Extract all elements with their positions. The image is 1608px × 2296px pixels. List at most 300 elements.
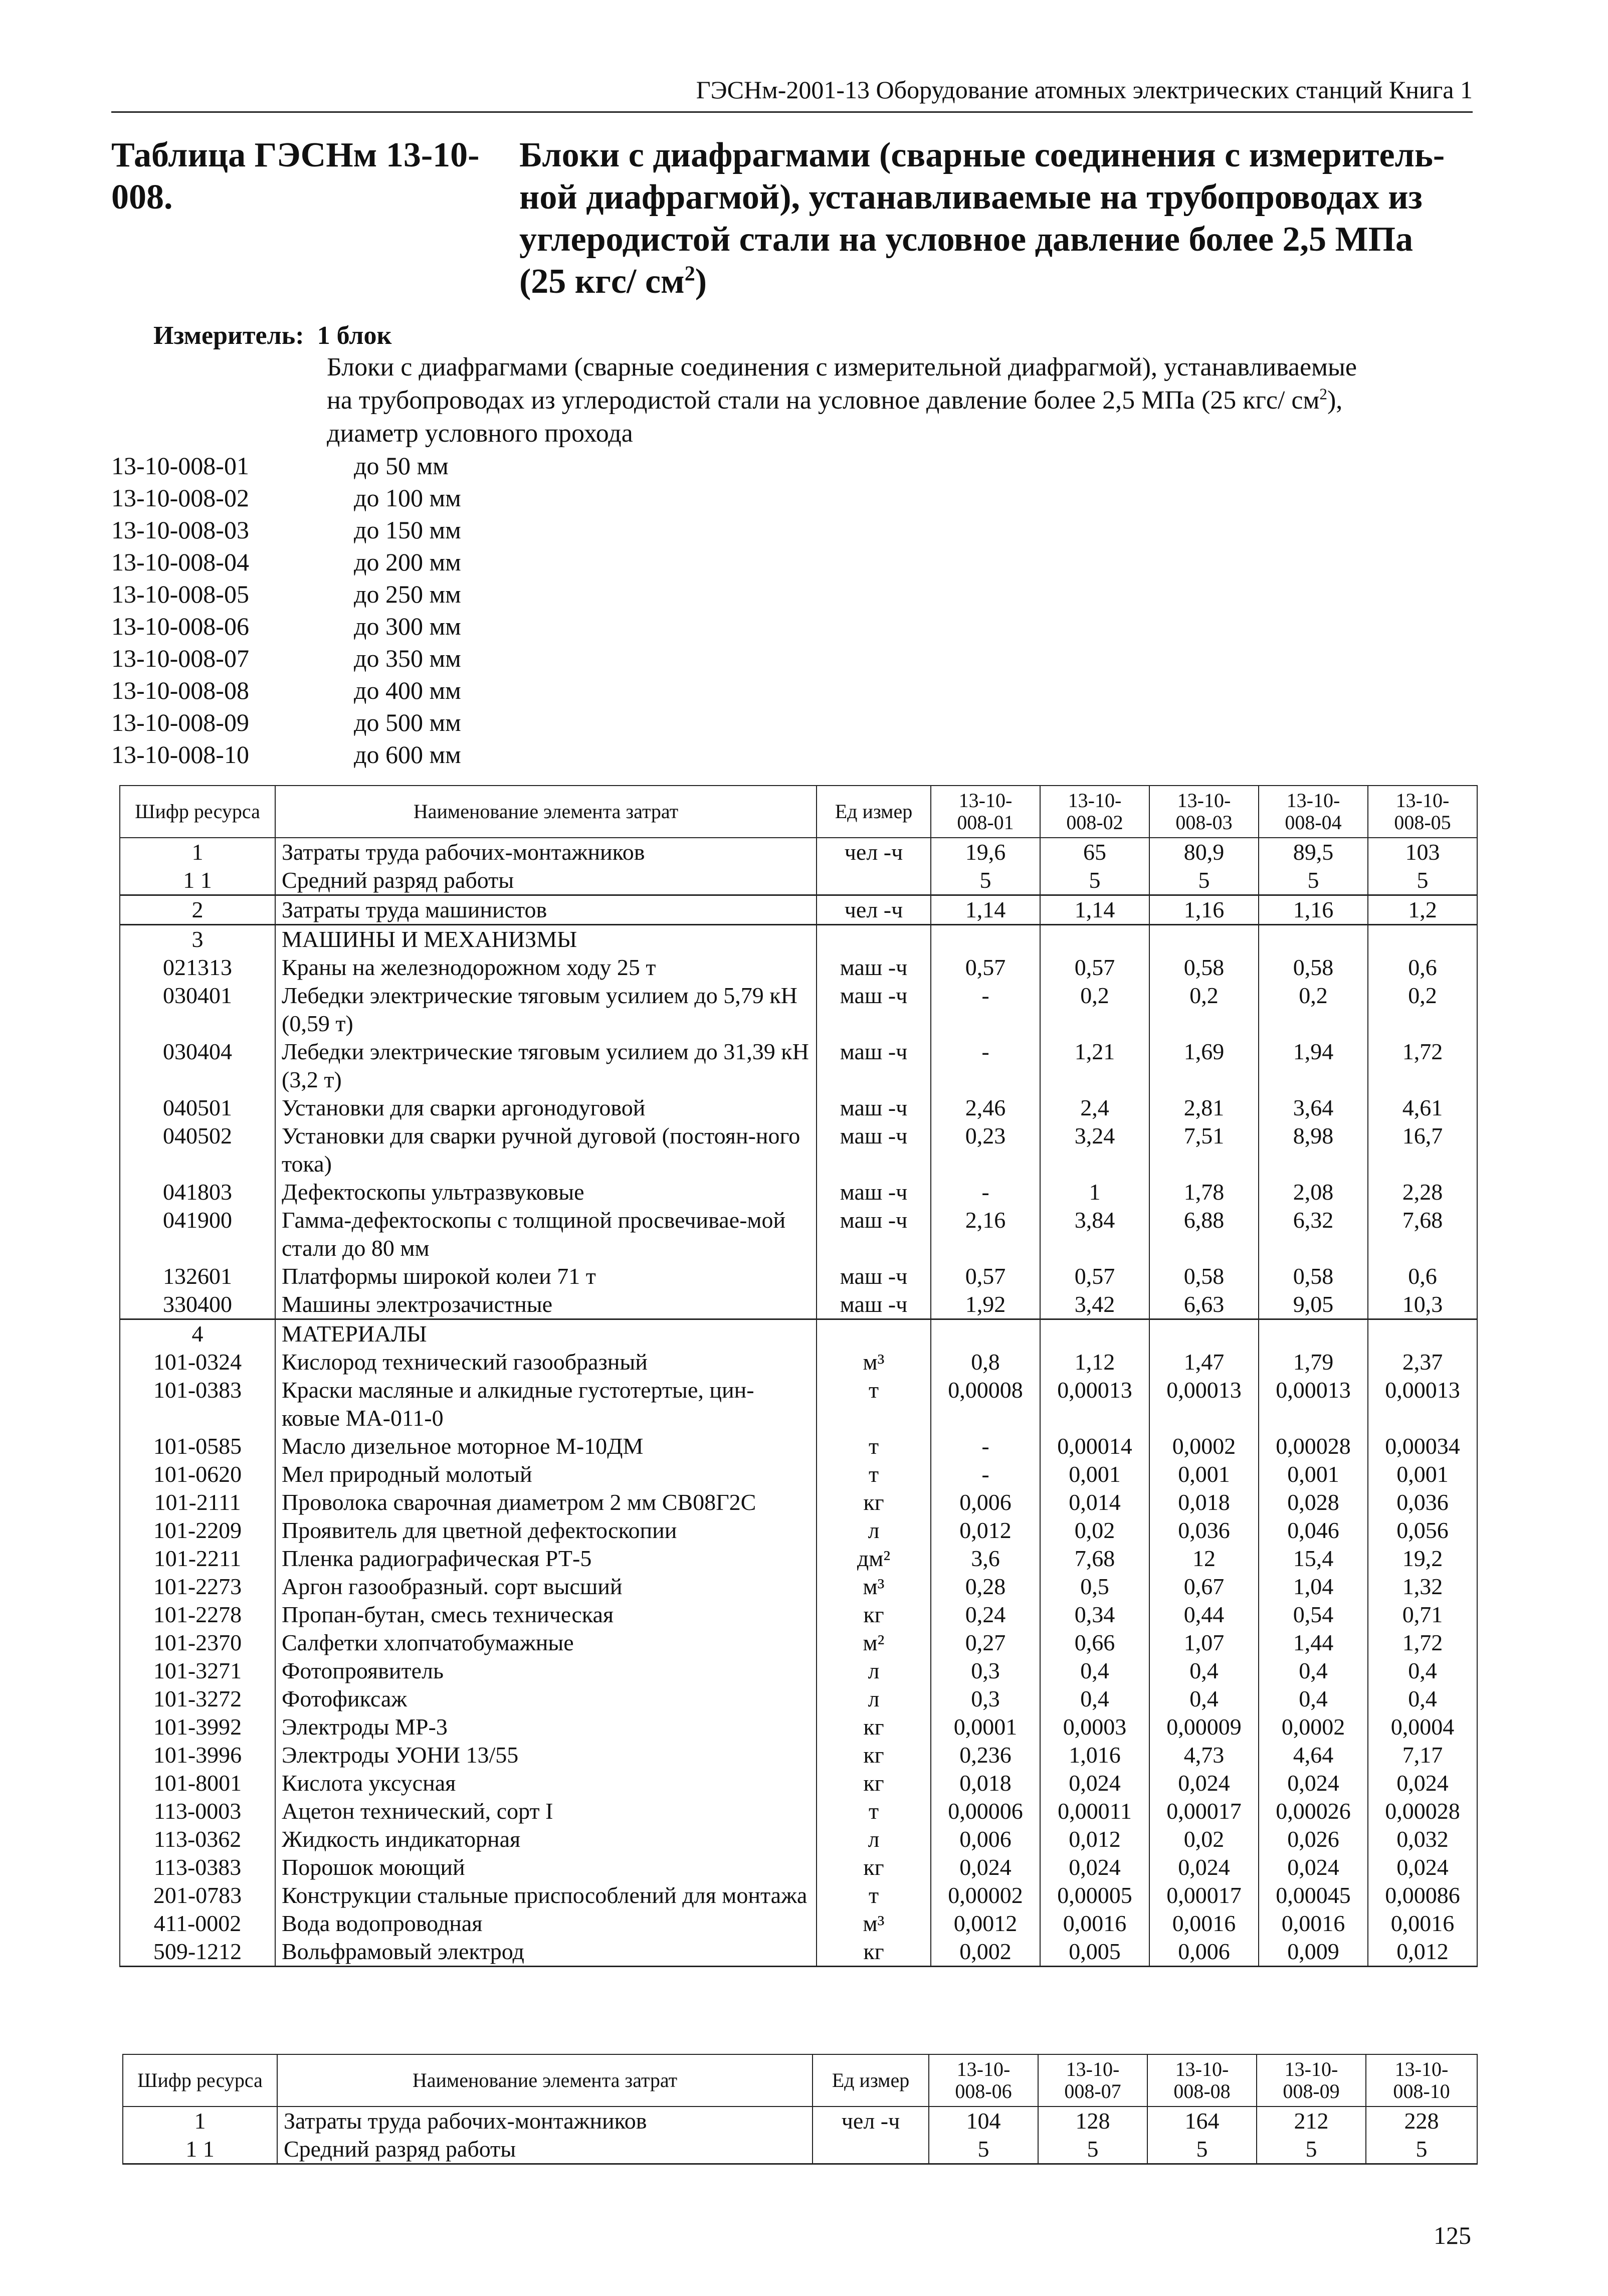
unit-cell: чел -ч (817, 895, 931, 925)
header-variant-column (1368, 786, 1477, 838)
cost-item-name: Масло дизельное моторное М-10ДМ (275, 1432, 817, 1460)
cost-item-name: Жидкость индикаторная (275, 1825, 817, 1853)
value-cell: 0,58 (1259, 1262, 1368, 1290)
cost-item-name: Дефектоскопы ультразвуковые (275, 1178, 817, 1206)
unit-cell (813, 2135, 929, 2164)
unit-cell: м³ (817, 1348, 931, 1376)
variant-code: 13-10-008-03 (111, 516, 249, 544)
cost-item-name: Затраты труда рабочих-монтажников (275, 838, 817, 866)
table-row (120, 1881, 1477, 1909)
column-code-bottom: 008-04 (1285, 811, 1342, 834)
value-cell: 164 (1147, 2107, 1257, 2135)
unit-cell: т (817, 1432, 931, 1460)
resource-code: 101-3271 (120, 1657, 275, 1685)
value-cell: 0,012 (1368, 1938, 1477, 1967)
norms-table-1 (119, 785, 1478, 1967)
description-text: на трубопроводах из углеродистой стали на условное давление более 2,5 МПа (25 кгс/ см (327, 386, 1320, 415)
resource-code: 4 (120, 1319, 275, 1349)
resource-code: 113-0003 (120, 1797, 275, 1825)
variant-label: до 250 мм (354, 580, 461, 608)
value-cell: 1,69 (1149, 1038, 1259, 1094)
value-cell: 0,032 (1368, 1825, 1477, 1853)
header-variant-column (1040, 786, 1149, 838)
resource-code: 040502 (120, 1122, 275, 1178)
unit-cell: маш -ч (817, 982, 931, 1038)
description-line (327, 384, 1475, 417)
value-cell: 2,46 (931, 1094, 1040, 1122)
table-row (120, 1769, 1477, 1797)
value-cell: 0,012 (1040, 1825, 1149, 1853)
column-code-top: 13-10- (958, 789, 1013, 812)
value-cell: - (931, 1460, 1040, 1488)
table-row (120, 1516, 1477, 1545)
value-cell: 0,0012 (931, 1909, 1040, 1938)
value-cell: 0,00013 (1149, 1376, 1259, 1432)
value-cell: 3,42 (1040, 1290, 1149, 1319)
column-code-top: 13-10- (1177, 789, 1231, 812)
value-cell: 0,046 (1259, 1516, 1368, 1545)
cost-item-name: Средний разряд работы (275, 866, 817, 895)
value-cell: 0,00013 (1368, 1376, 1477, 1432)
variant-label: до 100 мм (354, 484, 461, 512)
variant-label: до 50 мм (354, 452, 449, 480)
value-cell: 5 (1259, 866, 1368, 895)
column-code-bottom: 008-05 (1394, 811, 1451, 834)
cost-item-name: Платформы широкой колеи 71 т (275, 1262, 817, 1290)
unit-cell: л (817, 1657, 931, 1685)
variant-label: до 500 мм (354, 708, 461, 736)
value-cell: 2,4 (1040, 1094, 1149, 1122)
table-row (120, 1094, 1477, 1122)
table-row (123, 2107, 1477, 2135)
table-row (120, 1038, 1477, 1094)
value-cell: 1,21 (1040, 1038, 1149, 1094)
value-cell: 0,0016 (1149, 1909, 1259, 1938)
column-code-top: 13-10- (1068, 789, 1122, 812)
value-cell: 0,4 (1259, 1685, 1368, 1713)
value-cell: 0,4 (1368, 1657, 1477, 1685)
value-cell: 0,28 (931, 1573, 1040, 1601)
resource-code: 201-0783 (120, 1881, 275, 1909)
value-cell: 0,024 (1040, 1769, 1149, 1797)
cost-item-name: Пропан-бутан, смесь техническая (275, 1601, 817, 1629)
empty-cell (1040, 925, 1149, 954)
value-cell: 1,47 (1149, 1348, 1259, 1376)
empty-cell (1040, 1319, 1149, 1349)
unit-cell: т (817, 1460, 931, 1488)
variant-label: до 200 мм (354, 548, 461, 576)
resource-code: 3 (120, 925, 275, 954)
section-title: МАТЕРИАЛЫ (275, 1319, 817, 1349)
header-variant-column (1257, 2054, 1366, 2107)
column-code-bottom: 008-01 (957, 811, 1014, 834)
value-cell: 0,02 (1040, 1516, 1149, 1545)
unit-cell: л (817, 1685, 931, 1713)
variant-code: 13-10-008-04 (111, 548, 249, 576)
variant-row (111, 546, 461, 578)
variant-label: до 350 мм (354, 644, 461, 672)
resource-code: 101-2209 (120, 1516, 275, 1545)
cost-item-name: Проявитель для цветной дефектоскопии (275, 1516, 817, 1545)
resource-code: 101-8001 (120, 1769, 275, 1797)
value-cell: 0,001 (1259, 1460, 1368, 1488)
variant-code: 13-10-008-08 (111, 676, 249, 704)
table-title-text (519, 134, 1462, 303)
table-row (120, 1909, 1477, 1938)
value-cell: - (931, 1038, 1040, 1094)
column-code-top: 13-10- (1284, 2058, 1338, 2080)
value-cell: 0,00013 (1259, 1376, 1368, 1432)
value-cell: 0,4 (1368, 1685, 1477, 1713)
variant-row (111, 642, 461, 674)
value-cell: 3,6 (931, 1545, 1040, 1573)
meter-label: Измеритель: (153, 321, 304, 350)
table-row (120, 1938, 1477, 1967)
value-cell: 6,63 (1149, 1290, 1259, 1319)
cost-item-name: Кислота уксусная (275, 1769, 817, 1797)
title-line: углеродистой стали на условное давление более 2,5 МПа (519, 220, 1414, 259)
value-cell: 0,23 (931, 1122, 1040, 1178)
resource-code: 101-2211 (120, 1545, 275, 1573)
header-unit: Ед измер (813, 2054, 929, 2107)
value-cell: 7,51 (1149, 1122, 1259, 1178)
table-row (120, 1573, 1477, 1601)
value-cell: 0,00028 (1368, 1797, 1477, 1825)
value-cell: 0,024 (1040, 1853, 1149, 1881)
resource-code: 030404 (120, 1038, 275, 1094)
variant-list (111, 450, 461, 771)
value-cell: 0,57 (931, 1262, 1040, 1290)
resource-code: 411-0002 (120, 1909, 275, 1938)
unit-cell: маш -ч (817, 1206, 931, 1262)
unit-cell: дм² (817, 1545, 931, 1573)
table-row (120, 1685, 1477, 1713)
column-code-bottom: 008-08 (1173, 2080, 1231, 2102)
resource-code: 113-0383 (120, 1853, 275, 1881)
resource-code: 2 (120, 895, 275, 925)
unit-cell: маш -ч (817, 1262, 931, 1290)
empty-cell (817, 925, 931, 954)
value-cell: 0,024 (931, 1853, 1040, 1881)
variant-row (111, 674, 461, 706)
resource-code: 330400 (120, 1290, 275, 1319)
table-row (120, 1629, 1477, 1657)
value-cell: 0,024 (1368, 1853, 1477, 1881)
cost-item-name: Установки для сварки аргонодуговой (275, 1094, 817, 1122)
unit-cell: кг (817, 1713, 931, 1741)
cost-item-name: Электроды УОНИ 13/55 (275, 1741, 817, 1769)
cost-item-name: Затраты труда рабочих-монтажников (277, 2107, 813, 2135)
value-cell: 0,024 (1368, 1769, 1477, 1797)
value-cell: 0,58 (1149, 953, 1259, 982)
variant-code: 13-10-008-05 (111, 580, 249, 608)
value-cell: 65 (1040, 838, 1149, 866)
value-cell: 1,32 (1368, 1573, 1477, 1601)
resource-code: 040501 (120, 1094, 275, 1122)
value-cell: 0,024 (1259, 1769, 1368, 1797)
value-cell: 0,67 (1149, 1573, 1259, 1601)
norms-table-2 (122, 2054, 1478, 2165)
empty-cell (931, 925, 1040, 954)
resource-code: 030401 (120, 982, 275, 1038)
value-cell: 0,57 (1040, 953, 1149, 982)
value-cell: 103 (1368, 838, 1477, 866)
value-cell: 3,24 (1040, 1122, 1149, 1178)
title-line-text: ) (695, 262, 707, 301)
header-variant-column (1366, 2054, 1477, 2107)
variant-row (111, 738, 461, 771)
header-name: Наименование элемента затрат (277, 2054, 813, 2107)
value-cell: 212 (1257, 2107, 1366, 2135)
variant-label: до 400 мм (354, 676, 461, 704)
value-cell: 1,14 (931, 895, 1040, 925)
value-cell: - (931, 1178, 1040, 1206)
variant-row (111, 450, 461, 482)
unit-cell: л (817, 1825, 931, 1853)
value-cell: 0,2 (1040, 982, 1149, 1038)
unit-cell: маш -ч (817, 1038, 931, 1094)
resource-code: 101-2111 (120, 1488, 275, 1516)
value-cell: 0,018 (931, 1769, 1040, 1797)
value-cell: 0,00011 (1040, 1797, 1149, 1825)
header-variant-column (931, 786, 1040, 838)
cost-item-name: Кислород технический газообразный (275, 1348, 817, 1376)
unit-cell: кг (817, 1769, 931, 1797)
table-row (120, 1488, 1477, 1516)
value-cell: 0,34 (1040, 1601, 1149, 1629)
value-cell: 0,58 (1259, 953, 1368, 982)
header-name: Наименование элемента затрат (275, 786, 817, 838)
variant-row (111, 706, 461, 738)
value-cell: 2,08 (1259, 1178, 1368, 1206)
value-cell: 0,71 (1368, 1601, 1477, 1629)
value-cell: 3,64 (1259, 1094, 1368, 1122)
value-cell: 16,7 (1368, 1122, 1477, 1178)
value-cell: 0,024 (1259, 1853, 1368, 1881)
empty-cell (1368, 925, 1477, 954)
empty-cell (1149, 925, 1259, 954)
value-cell: 0,001 (1040, 1460, 1149, 1488)
value-cell: 228 (1366, 2107, 1477, 2135)
value-cell: 5 (1038, 2135, 1147, 2164)
title-line: ной диафрагмой), устанавливаемые на трубопроводах из (519, 178, 1423, 217)
column-code-bottom: 008-07 (1064, 2080, 1121, 2102)
variant-label: до 600 мм (354, 740, 461, 769)
value-cell: 19,2 (1368, 1545, 1477, 1573)
value-cell: 6,88 (1149, 1206, 1259, 1262)
value-cell: 104 (929, 2107, 1038, 2135)
value-cell: 128 (1038, 2107, 1147, 2135)
value-cell: 0,4 (1040, 1657, 1149, 1685)
table-row (120, 1178, 1477, 1206)
value-cell: 4,64 (1259, 1741, 1368, 1769)
value-cell: 1,79 (1259, 1348, 1368, 1376)
unit-cell: маш -ч (817, 1122, 931, 1178)
value-cell: 1,14 (1040, 895, 1149, 925)
value-cell: 0,00009 (1149, 1713, 1259, 1741)
cost-item-name: Фотопроявитель (275, 1657, 817, 1685)
value-cell: 0,001 (1368, 1460, 1477, 1488)
resource-code: 1 1 (123, 2135, 277, 2164)
value-cell: 5 (1368, 866, 1477, 895)
value-cell: 1,016 (1040, 1741, 1149, 1769)
value-cell: 0,54 (1259, 1601, 1368, 1629)
value-cell: 6,32 (1259, 1206, 1368, 1262)
value-cell: 0,0016 (1040, 1909, 1149, 1938)
value-cell: 0,4 (1040, 1685, 1149, 1713)
cost-item-name: Краны на железнодорожном ходу 25 т (275, 953, 817, 982)
table-row (120, 1713, 1477, 1741)
value-cell: 10,3 (1368, 1290, 1477, 1319)
value-cell: 1,12 (1040, 1348, 1149, 1376)
description-line: диаметр условного прохода (327, 419, 633, 448)
value-cell: 0,014 (1040, 1488, 1149, 1516)
value-cell: 0,00017 (1149, 1797, 1259, 1825)
table-row (120, 1825, 1477, 1853)
resource-code: 101-2273 (120, 1573, 275, 1601)
table-row (120, 1657, 1477, 1685)
value-cell: 0,00013 (1040, 1376, 1149, 1432)
meter-value: 1 блок (317, 321, 392, 350)
value-cell: 0,0016 (1259, 1909, 1368, 1938)
resource-code: 101-2278 (120, 1601, 275, 1629)
value-cell: 1,72 (1368, 1038, 1477, 1094)
table-row (120, 1376, 1477, 1432)
value-cell: 1 (1040, 1178, 1149, 1206)
table-row (120, 1206, 1477, 1262)
variant-label: до 150 мм (354, 516, 461, 544)
header-variant-column (1038, 2054, 1147, 2107)
value-cell: 5 (1149, 866, 1259, 895)
value-cell: 5 (931, 866, 1040, 895)
value-cell: 1,78 (1149, 1178, 1259, 1206)
value-cell: 0,236 (931, 1741, 1040, 1769)
value-cell: 0,3 (931, 1685, 1040, 1713)
value-cell: 0,026 (1259, 1825, 1368, 1853)
value-cell: 0,2 (1259, 982, 1368, 1038)
value-cell: 0,005 (1040, 1938, 1149, 1967)
cost-item-name: Лебедки электрические тяговым усилием до 31,39 кН (3,2 т) (275, 1038, 817, 1094)
column-code-top: 13-10- (956, 2058, 1011, 2080)
value-cell: 0,4 (1149, 1685, 1259, 1713)
resource-code: 041803 (120, 1178, 275, 1206)
column-code-top: 13-10- (1066, 2058, 1120, 2080)
resource-code: 101-0585 (120, 1432, 275, 1460)
resource-code: 101-0620 (120, 1460, 275, 1488)
value-cell: 0,018 (1149, 1488, 1259, 1516)
table-row (120, 1460, 1477, 1488)
value-cell: 0,58 (1149, 1262, 1259, 1290)
header-variant-column (1259, 786, 1368, 838)
cost-item-name: Вода водопроводная (275, 1909, 817, 1938)
cost-item-name: Вольфрамовый электрод (275, 1938, 817, 1967)
value-cell: 0,00028 (1259, 1432, 1368, 1460)
value-cell: 0,00086 (1368, 1881, 1477, 1909)
unit-cell: м² (817, 1629, 931, 1657)
value-cell: 0,024 (1149, 1853, 1259, 1881)
value-cell: 0,00014 (1040, 1432, 1149, 1460)
cost-item-name: Проволока сварочная диаметром 2 мм СВ08Г2С (275, 1488, 817, 1516)
unit-cell: м³ (817, 1573, 931, 1601)
cost-item-name: Аргон газообразный. сорт высший (275, 1573, 817, 1601)
section-title: МАШИНЫ И МЕХАНИЗМЫ (275, 925, 817, 954)
norms-table-1-body (120, 838, 1477, 1967)
column-code-bottom: 008-09 (1283, 2080, 1340, 2102)
resource-code: 113-0362 (120, 1825, 275, 1853)
value-cell: 0,0002 (1149, 1432, 1259, 1460)
table-row (120, 1432, 1477, 1460)
value-cell: 1,94 (1259, 1038, 1368, 1094)
variant-code: 13-10-008-10 (111, 740, 249, 769)
value-cell: 5 (1040, 866, 1149, 895)
cost-item-name: Электроды МР-3 (275, 1713, 817, 1741)
header-variant-column (929, 2054, 1038, 2107)
value-cell: 1,72 (1368, 1629, 1477, 1657)
value-cell: 0,0003 (1040, 1713, 1149, 1741)
cost-item-name: Фотофиксаж (275, 1685, 817, 1713)
value-cell: 7,17 (1368, 1741, 1477, 1769)
value-cell: 1,07 (1149, 1629, 1259, 1657)
value-cell: 1,92 (931, 1290, 1040, 1319)
cost-item-name: Машины электрозачистные (275, 1290, 817, 1319)
value-cell: 9,05 (1259, 1290, 1368, 1319)
column-code-top: 13-10- (1175, 2058, 1229, 2080)
table-title (111, 134, 1465, 303)
value-cell: 0,8 (931, 1348, 1040, 1376)
value-cell: 0,056 (1368, 1516, 1477, 1545)
cost-item-name: Конструкции стальные приспособлений для монтажа (275, 1881, 817, 1909)
value-cell: 1,16 (1149, 895, 1259, 925)
cost-item-name: Затраты труда машинистов (275, 895, 817, 925)
unit-cell: кг (817, 1601, 931, 1629)
value-cell: 0,00006 (931, 1797, 1040, 1825)
value-cell: 0,57 (931, 953, 1040, 982)
running-header: ГЭСНм-2001-13 Оборудование атомных электрических станций Книга 1 (696, 76, 1473, 104)
table-row (120, 1545, 1477, 1573)
value-cell: 0,4 (1149, 1657, 1259, 1685)
variant-row (111, 482, 461, 514)
table-row (120, 866, 1477, 895)
value-cell: 0,006 (931, 1488, 1040, 1516)
variant-row (111, 610, 461, 642)
unit-cell: кг (817, 1741, 931, 1769)
unit-cell: т (817, 1797, 931, 1825)
value-cell: 0,006 (931, 1825, 1040, 1853)
resource-code: 041900 (120, 1206, 275, 1262)
value-cell: 0,44 (1149, 1601, 1259, 1629)
cost-item-name: Установки для сварки ручной дуговой (постоян-ного тока) (275, 1122, 817, 1178)
value-cell: 0,00008 (931, 1376, 1040, 1432)
cost-item-name: Краски масляные и алкидные густотертые, цин-ковые МА-011-0 (275, 1376, 817, 1432)
section-row (120, 925, 1477, 954)
unit-cell: чел -ч (813, 2107, 929, 2135)
value-cell: 0,2 (1149, 982, 1259, 1038)
cost-item-name: Мел природный молотый (275, 1460, 817, 1488)
column-code-bottom: 008-10 (1393, 2080, 1450, 2102)
cost-item-name: Салфетки хлопчатобумажные (275, 1629, 817, 1657)
unit-cell: м³ (817, 1909, 931, 1938)
table-title-label: Таблица ГЭСНм 13-10-008. (111, 136, 480, 217)
value-cell: 0,036 (1149, 1516, 1259, 1545)
header-code: Шифр ресурса (120, 786, 275, 838)
unit-cell: т (817, 1881, 931, 1909)
value-cell: 0,24 (931, 1601, 1040, 1629)
value-cell: 0,00005 (1040, 1881, 1149, 1909)
resource-code: 509-1212 (120, 1938, 275, 1967)
table-row (120, 1122, 1477, 1178)
value-cell: 89,5 (1259, 838, 1368, 866)
value-cell: 0,2 (1368, 982, 1477, 1038)
